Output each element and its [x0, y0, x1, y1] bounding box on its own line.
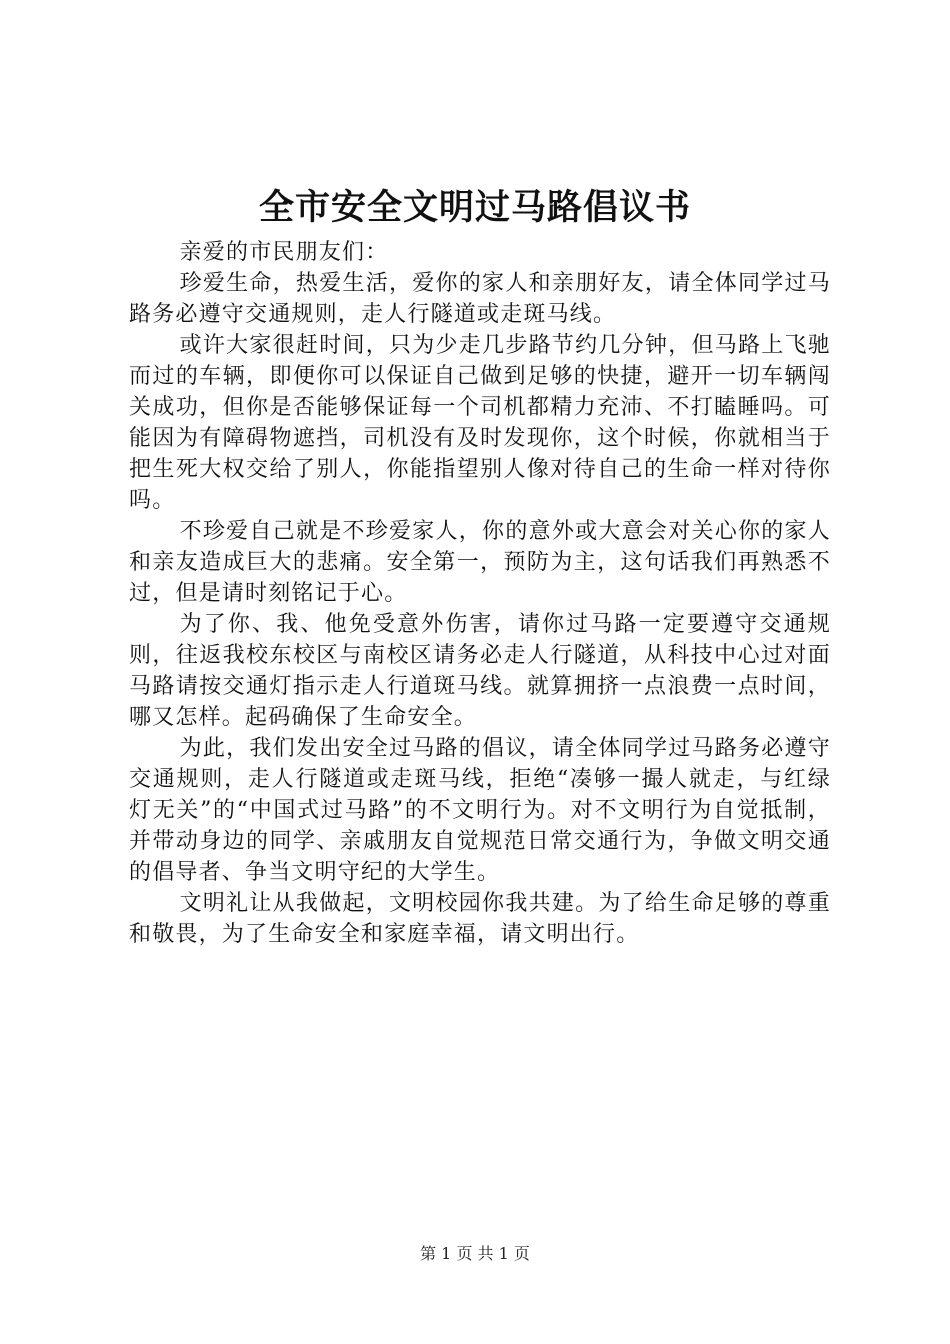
paragraph-4: 为了你、我、他免受意外伤害，请你过马路一定要遵守交通规则，往返我校东校区与南校区请务必走人行隧道，从科技中心过对面马路请按交通灯指示走人行道斑马线。就算拥挤一点浪费一点时间，哪又怎样。起码确保了生命安全。: [129, 612, 831, 730]
salutation: 亲爱的市民朋友们：: [179, 240, 389, 265]
paragraph-1: 珍爱生命，热爱生活，爱你的家人和亲朋好友，请全体同学过马路务必遵守交通规则，走人行隧道或走斑马线。: [129, 271, 831, 327]
paragraph-3: 不珍爱自己就是不珍爱家人，你的意外或大意会对关心你的家人和亲友造成巨大的悲痛。安全第一，预防为主，这句话我们再熟悉不过，但是请时刻铭记于心。: [129, 519, 831, 606]
document-body: [129, 237, 831, 950]
document-title: 全市安全文明过马路倡议书: [258, 187, 691, 228]
page-footer: 第 1 页 共 1 页: [420, 1244, 530, 1263]
paragraph-2: 或许大家很赶时间，只为少走几步路节约几分钟，但马路上飞驰而过的车辆，即便你可以保证自己做到足够的快捷，避开一切车辆闯关成功，但你是否能够保证每一个司机都精力充沛、不打瞌睡吗。可能因为有障碍物遮挡，司机没有及时发现你，这个时候，你就相当于把生死大权交给了别人，你能指望别人像对待自己的生命一样对待你吗。: [129, 333, 831, 513]
paragraph-5: 为此，我们发出安全过马路的倡议，请全体同学过马路务必遵守交通规则，走人行隧道或走斑马线，拒绝“凑够一撮人就走，与红绿灯无关”的“中国式过马路”的不文明行为。对不文明行为自觉抵制，并带动身边的同学、亲戚朋友自觉规范日常交通行为，争做文明交通的倡导者、争当文明守纪的大学生。: [129, 736, 831, 885]
paragraph-6: 文明礼让从我做起，文明校园你我共建。为了给生命足够的尊重和敬畏，为了生命安全和家庭幸福，请文明出行。: [129, 891, 831, 947]
